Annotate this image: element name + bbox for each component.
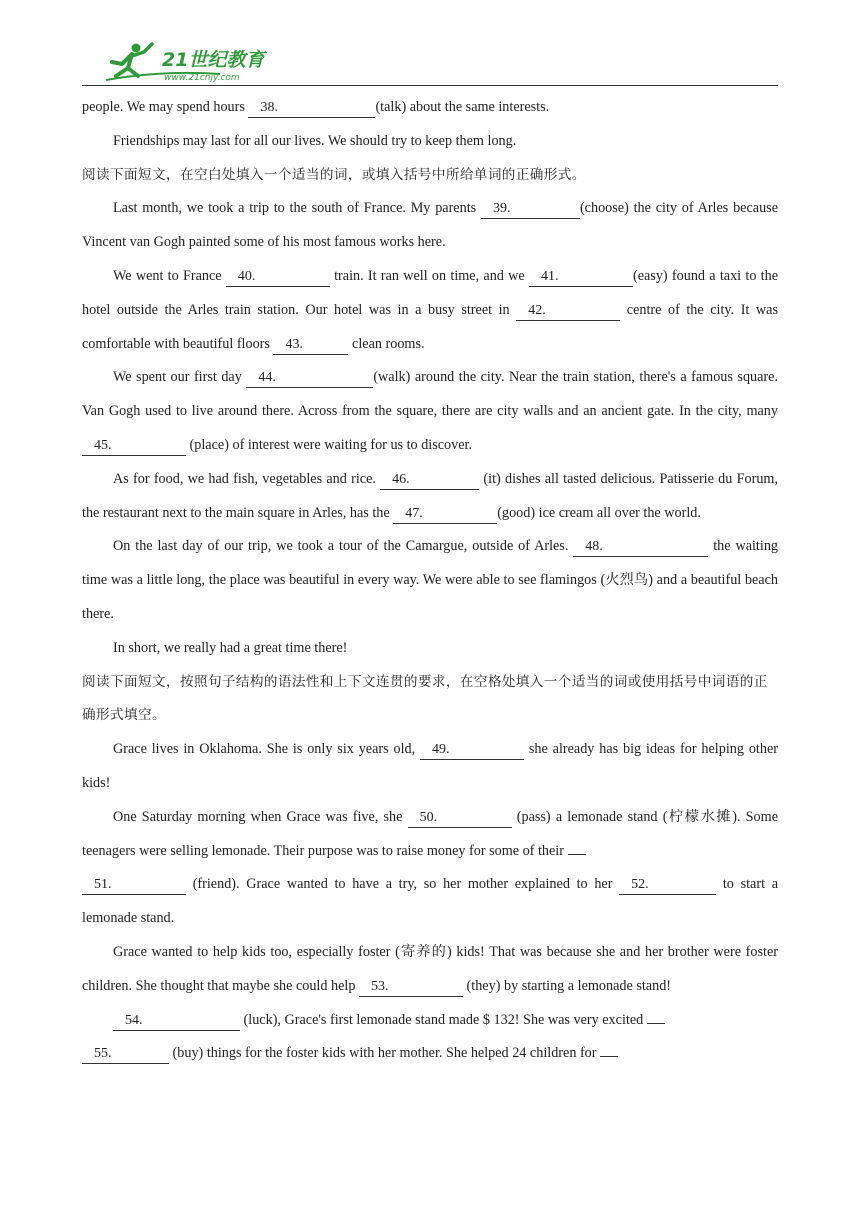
answer-blank[interactable] xyxy=(420,740,524,760)
passage-paragraph: In short, we really had a great time there! xyxy=(113,639,348,656)
blank-number: 51. xyxy=(94,877,112,893)
logo-text: 21世纪教育 xyxy=(162,49,265,71)
answer-blank[interactable] xyxy=(408,808,512,828)
answer-blank[interactable] xyxy=(82,1044,169,1064)
answer-blank[interactable] xyxy=(516,301,620,321)
answer-blank[interactable] xyxy=(481,199,580,219)
passage-paragraph: Grace lives in Oklahoma. She is only six years old, 49. she already has big ideas for helping other kids! xyxy=(82,741,778,791)
answer-blank[interactable] xyxy=(82,436,186,456)
answer-blank[interactable] xyxy=(619,875,716,895)
passage-paragraph: Friendships may last for all our lives. We should try to keep them long. xyxy=(113,132,517,149)
blank-number: 47. xyxy=(405,505,423,521)
blank-number: 45. xyxy=(94,437,112,453)
blank-number: 40. xyxy=(237,268,256,284)
blank-line-stub xyxy=(600,1037,618,1057)
blank-number: 39. xyxy=(492,201,511,217)
page-header xyxy=(82,38,778,86)
answer-blank[interactable] xyxy=(359,977,463,997)
blank-number: 38. xyxy=(260,100,278,115)
passage-paragraph: 54. (luck), Grace's first lemonade stand made $ 132! She was very excited 55. (buy) things for the foster kids with her mother. She helped 24 children for xyxy=(82,1004,778,1072)
blank-number: 46. xyxy=(392,471,410,487)
blank-number: 52. xyxy=(631,877,649,893)
header-rule xyxy=(82,85,778,86)
blank-line-stub xyxy=(647,1004,665,1024)
passage-paragraph: Grace wanted to help kids too, especially foster (寄养的) kids! That was because she and her brother were foster children. She thought that maybe she could help 53. (they) by starting a lemonade stand! xyxy=(82,936,778,1004)
blank-number: 55. xyxy=(94,1046,112,1062)
blank-line-stub xyxy=(568,835,586,855)
passage-paragraph: We went to France 40. train. It ran well on time, and we 41. (easy) found a taxi to the hotel outside the Arles train station. Our hotel was in a busy street in 42. centre of the city. It was comfortable with beautiful floors 43. clean rooms. xyxy=(82,260,778,361)
answer-blank[interactable] xyxy=(573,537,708,557)
blank-number: 49. xyxy=(432,742,450,758)
logo-url: www.21cnjy.com xyxy=(164,73,240,83)
answer-blank[interactable] xyxy=(248,98,375,118)
blank-number: 42. xyxy=(528,302,546,318)
answer-blank[interactable] xyxy=(226,267,330,287)
blank-number: 50. xyxy=(419,809,438,825)
passage-paragraph: people. We may spend hours 38. (talk) about the same interests. xyxy=(82,91,778,125)
instruction-text: 阅读下面短文，在空白处填入一个适当的词，或填入括号中所给单词的正确形式。 xyxy=(82,166,586,183)
passage-paragraph: We spent our first day 44. (walk) around the city. Near the train station, there's a famous square. Van Gogh used to live around there. Across from the square, there are city walls and an ancient gate. In the city, many 45. (place) of interest were waiting for us to discover. xyxy=(82,361,778,462)
runner-icon xyxy=(112,44,152,77)
answer-blank[interactable] xyxy=(246,368,373,388)
passage-paragraph: Last month, we took a trip to the south of France. My parents 39. (choose) the city of Arles because Vincent van Gogh painted some of his most famous works here. xyxy=(82,200,778,251)
blank-number: 43. xyxy=(285,336,303,352)
passage-paragraph: On the last day of our trip, we took a tour of the Camargue, outside of Arles. 48. the waiting time was a little long, the place was beautiful in every way. We were able to see flamingos (火烈鸟) and a beautiful beach there. xyxy=(82,538,779,622)
instruction-text: 阅读下面短文，按照句子结构的语法性和上下文连贯的要求，在空格处填入一个适当的词或使用括号中词语的正确形式填空。 xyxy=(82,673,768,724)
blank-number: 48. xyxy=(585,539,603,555)
blank-number: 54. xyxy=(125,1012,143,1028)
logo-21cnjy xyxy=(102,40,282,84)
answer-blank[interactable] xyxy=(380,470,479,490)
answer-blank[interactable] xyxy=(82,875,186,895)
blank-number: 53. xyxy=(371,978,389,994)
answer-blank[interactable] xyxy=(393,504,497,524)
answer-blank[interactable] xyxy=(273,335,348,355)
blank-number: 41. xyxy=(540,268,559,284)
passage-paragraph: As for food, we had fish, vegetables and rice. 46. (it) dishes all tasted delicious. Patisserie du Forum, the restaurant next to the main square in Arles, has the 47. (good) ice cream all over the world. xyxy=(82,463,778,531)
document-body xyxy=(82,91,778,1071)
blank-number: 44. xyxy=(258,370,276,386)
answer-blank[interactable] xyxy=(113,1011,240,1031)
answer-blank[interactable] xyxy=(529,267,633,287)
passage-paragraph: One Saturday morning when Grace was five, she 50. (pass) a lemonade stand (柠檬水摊). Some teenagers were selling lemonade. Their purpose was to raise money for some of their 51. (friend). Grace wanted to have a try, so her mother explained to her 52. to start a lemonade stand. xyxy=(82,808,778,927)
